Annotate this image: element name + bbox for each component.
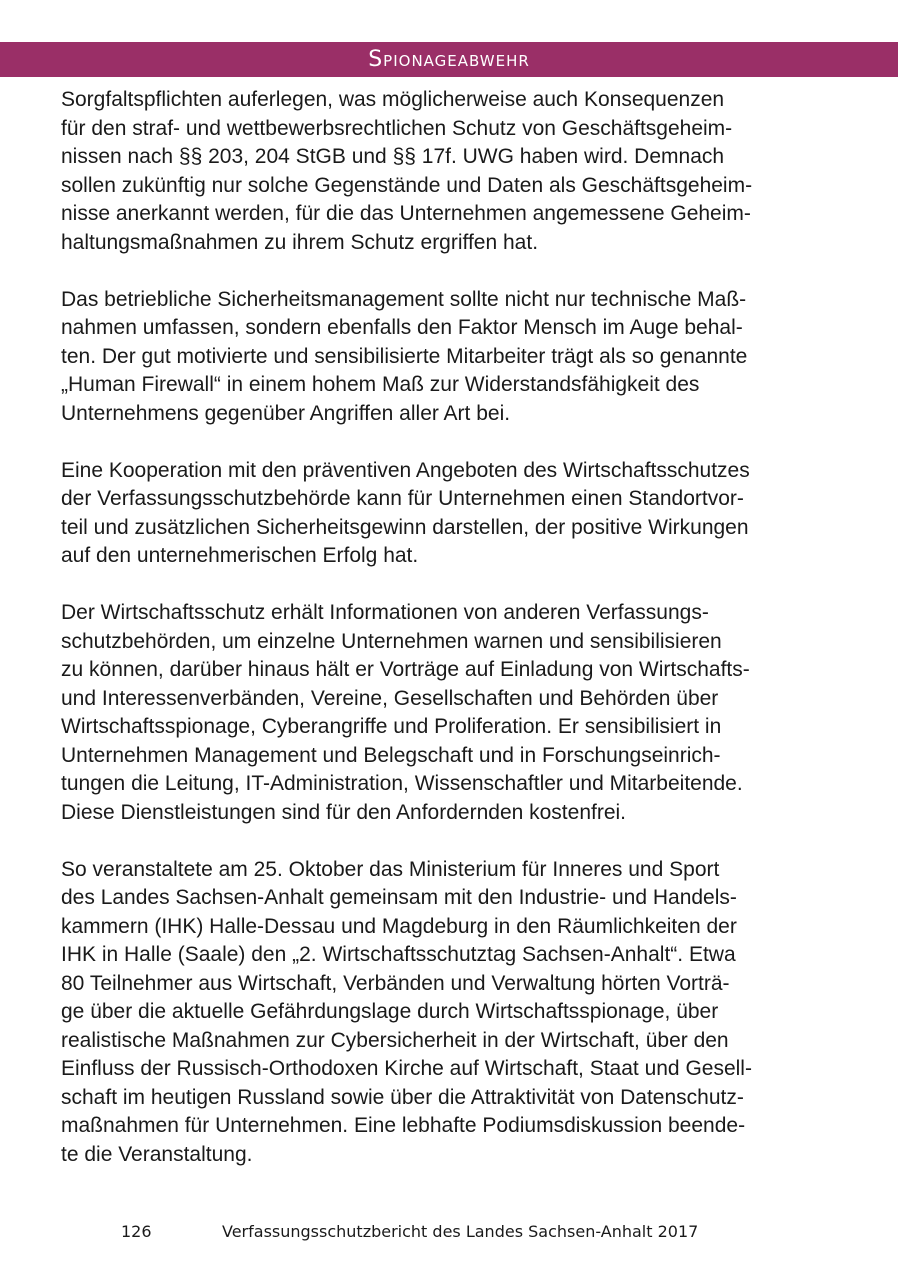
text-line: realistische Maßnahmen zur Cybersicherheit in der Wirtschaft, über den: [61, 1028, 729, 1052]
text-line: Unternehmen Management und Belegschaft und in Forschungseinrich-: [61, 743, 721, 767]
text-line: haltungsmaßnahmen zu ihrem Schutz ergriffen hat.: [61, 230, 539, 254]
text-line: tungen die Leitung, IT-Administration, Wissenschaftler und Mitarbeitende.: [61, 772, 743, 795]
text-line: te die Veranstaltung.: [61, 1142, 253, 1166]
text-line: 80 Teilnehmer aus Wirtschaft, Verbänden und Verwaltung hörten Vorträ-: [61, 971, 730, 995]
paragraph-1: [61, 86, 851, 257]
text-line: Wirtschaftsspionage, Cyberangriffe und Proliferation. Er sensibilisiert in: [61, 715, 722, 738]
text-line: ten. Der gut motivierte und sensibilisierte Mitarbeiter trägt als so genannte: [61, 344, 748, 368]
text-line: sollen zukünftig nur solche Gegenstände und Daten als Geschäftsgeheim-: [61, 173, 753, 197]
text-line: „Human Firewall“ in einem hohem Maß zur Widerstandsfähigkeit des: [61, 373, 700, 396]
section-title: Spionageabwehr: [368, 47, 530, 72]
text-line: kammern (IHK) Halle-Dessau und Magdeburg in den Räumlichkeiten der: [61, 914, 737, 938]
text-line: und Interessenverbänden, Vereine, Gesellschaften und Behörden über: [61, 686, 719, 710]
text-line: auf den unternehmerischen Erfolg hat.: [61, 544, 419, 567]
text-line: ge über die aktuelle Gefährdungslage durch Wirtschaftsspionage, über: [61, 1000, 719, 1023]
text-line: Das betriebliche Sicherheitsmanagement sollte nicht nur technische Maß-: [61, 287, 747, 311]
text-line: für den straf- und wettbewerbsrechtlichen Schutz von Geschäftsgeheim-: [61, 116, 733, 140]
footer-title: Verfassungsschutzbericht des Landes Sachsen-Anhalt 2017: [222, 1222, 699, 1241]
paragraph-4: [61, 599, 851, 827]
text-line: schutzbehörden, um einzelne Unternehmen warnen und sensibilisieren: [61, 629, 722, 653]
text-line: nissen nach §§ 203, 204 StGB und §§ 17f. UWG haben wird. Demnach: [61, 145, 725, 168]
text-line: Eine Kooperation mit den präventiven Angeboten des Wirtschaftsschutzes: [61, 458, 750, 482]
paragraph-5: [61, 856, 851, 1170]
page-footer: [0, 1222, 900, 1246]
text-line: des Landes Sachsen-Anhalt gemeinsam mit den Industrie- und Handels-: [61, 886, 737, 909]
text-line: IHK in Halle (Saale) den „2. Wirtschaftsschutztag Sachsen-Anhalt“. Etwa: [61, 943, 736, 966]
text-line: So veranstaltete am 25. Oktober das Ministerium für Inneres und Sport: [61, 857, 720, 881]
text-line: Diese Dienstleistungen sind für den Anfordernden kostenfrei.: [61, 800, 627, 824]
body-text: [61, 86, 851, 1198]
text-line: nahmen umfassen, sondern ebenfalls den Faktor Mensch im Auge behal-: [61, 316, 743, 339]
text-line: schaft im heutigen Russland sowie über die Attraktivität von Datenschutz-: [61, 1085, 744, 1109]
text-line: der Verfassungsschutzbehörde kann für Unternehmen einen Standortvor-: [61, 487, 744, 510]
section-header-bar: [0, 42, 898, 77]
paragraph-2: [61, 286, 851, 429]
text-line: Sorgfaltspflichten auferlegen, was möglicherweise auch Konsequenzen: [61, 88, 725, 111]
text-line: Der Wirtschaftsschutz erhält Informationen von anderen Verfassungs-: [61, 601, 709, 624]
text-line: teil und zusätzlichen Sicherheitsgewinn darstellen, der positive Wirkungen: [61, 515, 749, 539]
page-number: 126: [121, 1222, 152, 1241]
text-line: nisse anerkannt werden, für die das Unternehmen angemessene Geheim-: [61, 202, 751, 225]
paragraph-3: [61, 457, 851, 571]
text-line: Unternehmens gegenüber Angriffen aller Art bei.: [61, 401, 511, 425]
text-line: Einfluss der Russisch-Orthodoxen Kirche auf Wirtschaft, Staat und Gesell-: [61, 1057, 752, 1080]
text-line: maßnahmen für Unternehmen. Eine lebhafte Podiumsdiskussion beende-: [61, 1114, 746, 1137]
text-line: zu können, darüber hinaus hält er Vorträge auf Einladung von Wirtschafts-: [61, 658, 750, 681]
